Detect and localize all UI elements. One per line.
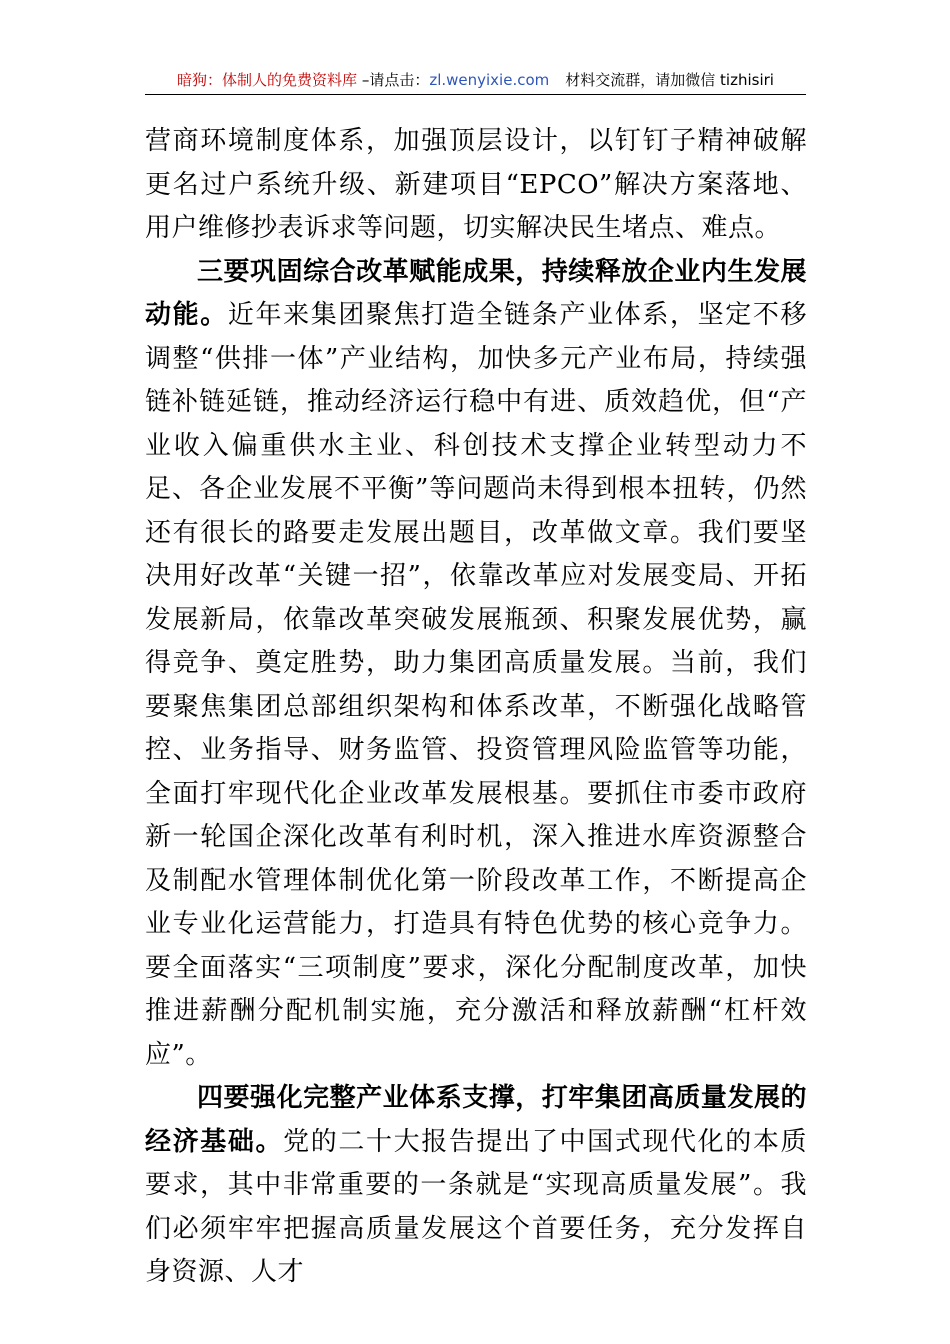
paragraph-industry [145, 1077, 807, 1295]
paragraph-continuation [145, 120, 807, 251]
page-header [145, 68, 806, 95]
header-brand: 暗狗：体制人的免费资料库 [177, 71, 358, 89]
paragraph-text: 近年来集团聚焦打造全链条产业体系，坚定不移调整“供排一体”产业结构，加快多元产业布局，持续强链补链延链，推动经济运行稳中有进、质效趋优，但“产业收入偏重供水主业、科创技术支撑企业转型动力不足、各企业发展不平衡”等问题尚未得到根本扭转，仍然还有很长的路要走发展出题目，改革做文章。我们要坚决用好改革“关键一招”，依靠改革应对发展变局、开拓发展新局，依靠改革突破发展瓶颈、积聚发展优势，赢得竞争、奠定胜势，助力集团高质量发展。当前，我们要聚焦集团总部组织架构和体系改革，不断强化战略管控、业务指导、财务监管、投资管理风险监管等功能，全面打牢现代化企业改革发展根基。要抓住市委市政府新一轮国企深化改革有利时机，深入推进水库资源整合及制配水管理体制优化第一阶段改革工作，不断提高企业专业化运营能力，打造具有特色优势的核心竞争力。要全面落实“三项制度”要求，深化分配制度改革，加快推进薪酬分配机制实施，充分激活和释放薪酬“杠杆效应”。 [145, 300, 807, 1070]
paragraph-text: 党的二十大报告提出了中国式现代化的本质要求，其中非常重要的一条就是“实现高质量发展”。我们必须牢牢把握高质量发展这个首要任务，充分发挥自身资源、人才 [145, 1126, 807, 1287]
header-contact: 材料交流群，请加微信 tizhisiri [565, 71, 774, 89]
header-link[interactable]: zl.wenyixie.com [429, 71, 550, 89]
document-body [145, 120, 807, 1295]
paragraph-text: 营商环境制度体系，加强顶层设计，以钉钉子精神破解更名过户系统升级、新建项目“EPCO”解决方案落地、用户维修抄表诉求等问题，切实解决民生堵点、难点。 [145, 126, 807, 243]
paragraph-reform [145, 251, 807, 1078]
paragraph-lead: 四要强化完整产业体系支撑，打牢集团高质量发展的经济基础。 [145, 1083, 807, 1157]
paragraph-lead: 三要巩固综合改革赋能成果，持续释放企业内生发展动能。 [145, 256, 807, 330]
header-separator: –请点击： [357, 71, 430, 89]
